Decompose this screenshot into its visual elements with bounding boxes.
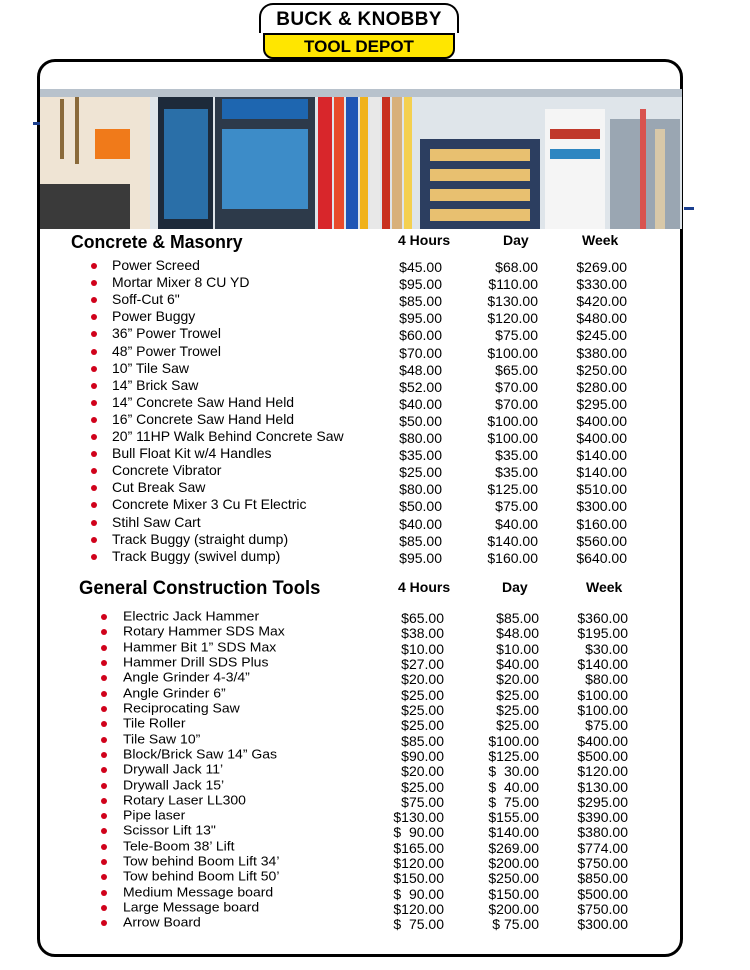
list-item: [0, 462, 750, 479]
list-item: [0, 308, 750, 325]
item-name: Large Message board: [123, 899, 260, 915]
price-week: $160.00: [576, 515, 627, 532]
price-day: $68.00: [495, 259, 538, 275]
price-day: $100.00: [487, 430, 538, 446]
decorative-mark: [684, 207, 694, 210]
bullet-icon: [101, 660, 107, 666]
price-week: $420.00: [576, 293, 627, 310]
price-day: $125.00: [488, 747, 539, 764]
price-day: $269.00: [488, 839, 539, 856]
bullet-icon: [91, 468, 97, 474]
list-item: [0, 548, 750, 565]
item-name: Hammer Drill SDS Plus: [123, 654, 269, 670]
price-day: $200.00: [488, 901, 539, 918]
price-day: $100.00: [487, 412, 538, 429]
bullet-icon: [91, 280, 97, 286]
bullet-icon: [101, 752, 107, 758]
price-week: $560.00: [576, 532, 627, 549]
list-item: [0, 514, 750, 531]
price-four-hours: $150.00: [393, 870, 444, 887]
price-week: $100.00: [577, 686, 628, 703]
list-item: [0, 411, 750, 428]
price-day: $35.00: [495, 447, 538, 464]
item-name: Tile Roller: [123, 715, 186, 731]
bullet-icon: [101, 737, 107, 743]
bullet-icon: [91, 263, 97, 269]
item-name: Mortar Mixer 8 CU YD: [112, 274, 250, 291]
item-name: Pipe laser: [123, 807, 186, 823]
price-day: $ 40.00: [488, 778, 539, 795]
price-four-hours: $50.00: [399, 412, 442, 429]
column-header-4-hours: 4 Hours: [398, 579, 451, 595]
price-day: $ 75.00: [492, 916, 539, 933]
price-four-hours: $65.00: [401, 610, 444, 626]
price-week: $245.00: [576, 327, 627, 344]
price-week: $30.00: [585, 640, 628, 657]
item-name: Hammer Bit 1” SDS Max: [123, 639, 277, 654]
price-day: $75.00: [495, 327, 538, 344]
item-name: Power Screed: [112, 257, 200, 273]
price-week: $80.00: [585, 671, 628, 688]
price-week: $280.00: [576, 378, 627, 395]
item-name: Angle Grinder 4-3/4”: [123, 669, 250, 685]
item-name: 14” Concrete Saw Hand Held: [112, 393, 295, 410]
logo: [259, 3, 459, 59]
price-day: $75.00: [495, 498, 538, 515]
price-day: $200.00: [488, 855, 539, 872]
price-four-hours: $90.00: [401, 747, 444, 764]
price-four-hours: $60.00: [399, 327, 442, 344]
price-day: $100.00: [487, 344, 538, 361]
item-name: Cut Break Saw: [112, 479, 206, 496]
list-item: [0, 343, 750, 360]
price-week: $640.00: [576, 549, 627, 566]
price-four-hours: $25.00: [401, 686, 444, 703]
list-item: [0, 531, 750, 548]
price-four-hours: $25.00: [401, 717, 444, 734]
bullet-icon: [101, 629, 107, 635]
price-four-hours: $95.00: [399, 276, 442, 293]
price-day: $ 75.00: [488, 793, 539, 810]
bullet-icon: [101, 859, 107, 865]
bullet-icon: [101, 691, 107, 697]
store-photo: [40, 89, 682, 229]
section-title-general-construction: General Construction Tools: [79, 578, 321, 599]
item-name: Medium Message board: [123, 884, 274, 900]
item-name: 36” Power Trowel: [112, 325, 221, 342]
price-day: $20.00: [496, 671, 539, 688]
price-week: $75.00: [585, 717, 628, 734]
price-day: $70.00: [495, 378, 538, 395]
column-header-day: Day: [502, 579, 528, 595]
bullet-icon: [91, 451, 97, 457]
item-name: Tile Saw 10”: [123, 731, 201, 746]
price-week: $269.00: [576, 259, 627, 275]
price-week: $120.00: [577, 763, 628, 780]
price-week: $300.00: [576, 498, 627, 515]
bullet-icon: [101, 874, 107, 880]
item-name: Electric Jack Hammer: [123, 608, 260, 624]
price-day: $160.00: [487, 549, 538, 566]
price-week: $390.00: [577, 809, 628, 826]
price-four-hours: $27.00: [401, 655, 444, 672]
price-day: $150.00: [488, 885, 539, 902]
bullet-icon: [101, 828, 107, 834]
price-four-hours: $120.00: [393, 855, 444, 872]
price-day: $130.00: [487, 293, 538, 310]
price-four-hours: $20.00: [401, 671, 444, 688]
price-day: $140.00: [488, 824, 539, 841]
column-header-4-hours: 4 Hours: [398, 232, 451, 248]
bullet-icon: [101, 920, 107, 926]
list-item: [0, 325, 750, 342]
item-name: Scissor Lift 13": [123, 823, 216, 838]
price-week: $500.00: [577, 747, 628, 764]
item-name: Block/Brick Saw 14” Gas: [123, 746, 278, 762]
price-day: $100.00: [488, 732, 539, 749]
list-item: [0, 394, 750, 411]
price-week: $850.00: [577, 870, 628, 887]
bullet-icon: [91, 400, 97, 406]
price-four-hours: $10.00: [401, 640, 444, 657]
price-four-hours: $40.00: [399, 515, 442, 532]
item-name: Drywall Jack 15’: [123, 777, 225, 792]
price-week: $250.00: [576, 361, 627, 378]
price-four-hours: $ 90.00: [393, 885, 444, 902]
price-day: $48.00: [496, 625, 539, 642]
bullet-icon: [101, 813, 107, 819]
bullet-icon: [101, 614, 107, 620]
item-name: 20” 11HP Walk Behind Concrete Saw: [112, 428, 344, 444]
price-day: $10.00: [496, 640, 539, 657]
price-week: $140.00: [577, 655, 628, 672]
price-four-hours: $25.00: [399, 464, 442, 481]
price-day: $65.00: [495, 361, 538, 378]
bullet-icon: [91, 554, 97, 560]
price-week: $195.00: [577, 625, 628, 642]
item-name: 48” Power Trowel: [112, 342, 221, 359]
price-week: $360.00: [577, 610, 628, 626]
price-day: $70.00: [495, 395, 538, 412]
bullet-icon: [101, 905, 107, 911]
price-four-hours: $95.00: [399, 549, 442, 566]
price-week: $380.00: [577, 824, 628, 841]
list-item: [0, 428, 750, 445]
price-four-hours: $52.00: [399, 378, 442, 395]
bullet-icon: [91, 520, 97, 526]
item-name: Concrete Vibrator: [112, 462, 222, 479]
price-four-hours: $25.00: [401, 778, 444, 795]
price-four-hours: $35.00: [399, 447, 442, 464]
price-week: $750.00: [577, 901, 628, 918]
price-day: $35.00: [495, 464, 538, 481]
price-four-hours: $38.00: [401, 625, 444, 642]
price-week: $380.00: [576, 344, 627, 361]
bullet-icon: [101, 783, 107, 789]
bullet-icon: [101, 706, 107, 712]
list-item: [0, 274, 750, 291]
price-day: $250.00: [488, 870, 539, 887]
section-title-concrete-masonry: Concrete & Masonry: [71, 232, 243, 252]
bullet-icon: [101, 798, 107, 804]
price-four-hours: $120.00: [393, 901, 444, 918]
bullet-icon: [91, 383, 97, 389]
item-name: Power Buggy: [112, 308, 196, 325]
bullet-icon: [91, 502, 97, 508]
bullet-icon: [91, 537, 97, 543]
price-day: $25.00: [496, 717, 539, 734]
price-four-hours: $50.00: [399, 498, 442, 515]
column-header-week: Week: [582, 232, 619, 248]
price-week: $510.00: [576, 481, 627, 498]
price-four-hours: $45.00: [399, 259, 442, 275]
price-four-hours: $48.00: [399, 361, 442, 378]
price-week: $400.00: [576, 430, 627, 446]
item-name: Bull Float Kit w/4 Handles: [112, 445, 272, 462]
price-week: $130.00: [577, 778, 628, 795]
bullet-icon: [91, 314, 97, 320]
item-name: Angle Grinder 6”: [123, 685, 226, 700]
price-four-hours: $130.00: [393, 809, 444, 826]
item-name: Stihl Saw Cart: [112, 513, 201, 530]
price-day: $120.00: [487, 310, 538, 327]
bullet-icon: [91, 366, 97, 372]
bullet-icon: [91, 434, 97, 440]
item-name: Arrow Board: [123, 915, 201, 930]
list-item: [0, 445, 750, 462]
price-week: $140.00: [576, 447, 627, 464]
price-four-hours: $70.00: [399, 344, 442, 361]
item-name: Tele-Boom 38’ Lift: [123, 838, 235, 854]
price-day: $110.00: [488, 276, 538, 293]
price-week: $750.00: [577, 855, 628, 872]
price-day: $40.00: [496, 655, 539, 672]
item-name: 14” Brick Saw: [112, 376, 199, 393]
item-name: Reciprocating Saw: [123, 700, 240, 716]
column-header-week: Week: [586, 579, 623, 595]
price-day: $125.00: [487, 481, 538, 498]
item-name: Track Buggy (straight dump): [112, 530, 289, 547]
item-name: Soff-Cut 6": [112, 291, 180, 308]
price-week: $400.00: [576, 412, 627, 429]
price-day: $40.00: [495, 515, 538, 532]
price-week: $774.00: [577, 839, 628, 856]
bullet-icon: [101, 721, 107, 727]
price-week: $500.00: [577, 885, 628, 902]
price-week: $300.00: [577, 916, 628, 933]
item-name: Track Buggy (swivel dump): [112, 547, 281, 564]
price-week: $480.00: [576, 310, 627, 327]
bullet-icon: [91, 485, 97, 491]
list-item: [0, 377, 750, 394]
price-week: $330.00: [576, 276, 627, 293]
price-four-hours: $ 90.00: [393, 824, 444, 841]
list-item: [0, 360, 750, 377]
item-name: Tow behind Boom Lift 50’: [123, 869, 280, 884]
item-name: 10” Tile Saw: [112, 359, 190, 376]
price-four-hours: $20.00: [401, 763, 444, 780]
price-week: $400.00: [577, 732, 628, 749]
item-name: Drywall Jack 11’: [123, 761, 224, 777]
price-four-hours: $80.00: [399, 430, 442, 446]
price-day: $ 30.00: [488, 763, 539, 780]
list-item: [0, 257, 750, 274]
price-four-hours: $40.00: [399, 395, 442, 412]
bullet-icon: [91, 417, 97, 423]
price-four-hours: $85.00: [401, 732, 444, 749]
bullet-icon: [91, 297, 97, 303]
item-name: Rotary Laser LL300: [123, 792, 246, 808]
price-day: $155.00: [488, 809, 539, 826]
bullet-icon: [101, 675, 107, 681]
price-four-hours: $75.00: [401, 793, 444, 810]
item-name: Rotary Hammer SDS Max: [123, 623, 285, 639]
bullet-icon: [101, 767, 107, 773]
bullet-icon: [101, 844, 107, 850]
price-four-hours: $85.00: [399, 293, 442, 310]
price-four-hours: $ 75.00: [393, 916, 444, 933]
price-day: $140.00: [487, 532, 538, 549]
list-item: [0, 291, 750, 308]
item-name: Concrete Mixer 3 Cu Ft Electric: [112, 496, 307, 513]
price-week: $295.00: [576, 395, 627, 412]
price-four-hours: $165.00: [393, 839, 444, 856]
item-name: 16” Concrete Saw Hand Held: [112, 410, 295, 427]
column-header-day: Day: [503, 232, 529, 248]
price-day: $25.00: [496, 686, 539, 703]
price-four-hours: $95.00: [399, 310, 442, 327]
list-item: [0, 496, 750, 513]
price-day: $25.00: [496, 701, 539, 718]
bullet-icon: [101, 890, 107, 896]
price-week: $100.00: [577, 701, 628, 718]
bullet-icon: [91, 331, 97, 337]
price-four-hours: $85.00: [399, 532, 442, 549]
price-week: $295.00: [577, 793, 628, 810]
price-four-hours: $25.00: [401, 701, 444, 718]
logo-line-2: TOOL DEPOT: [263, 33, 455, 59]
price-week: $140.00: [576, 464, 627, 481]
list-item: [0, 914, 750, 931]
bullet-icon: [101, 645, 107, 651]
item-name: Tow behind Boom Lift 34’: [123, 853, 280, 869]
list-item: [0, 479, 750, 496]
price-four-hours: $80.00: [399, 481, 442, 498]
logo-line-1: BUCK & KNOBBY: [259, 3, 459, 33]
price-day: $85.00: [496, 610, 539, 626]
bullet-icon: [91, 349, 97, 355]
